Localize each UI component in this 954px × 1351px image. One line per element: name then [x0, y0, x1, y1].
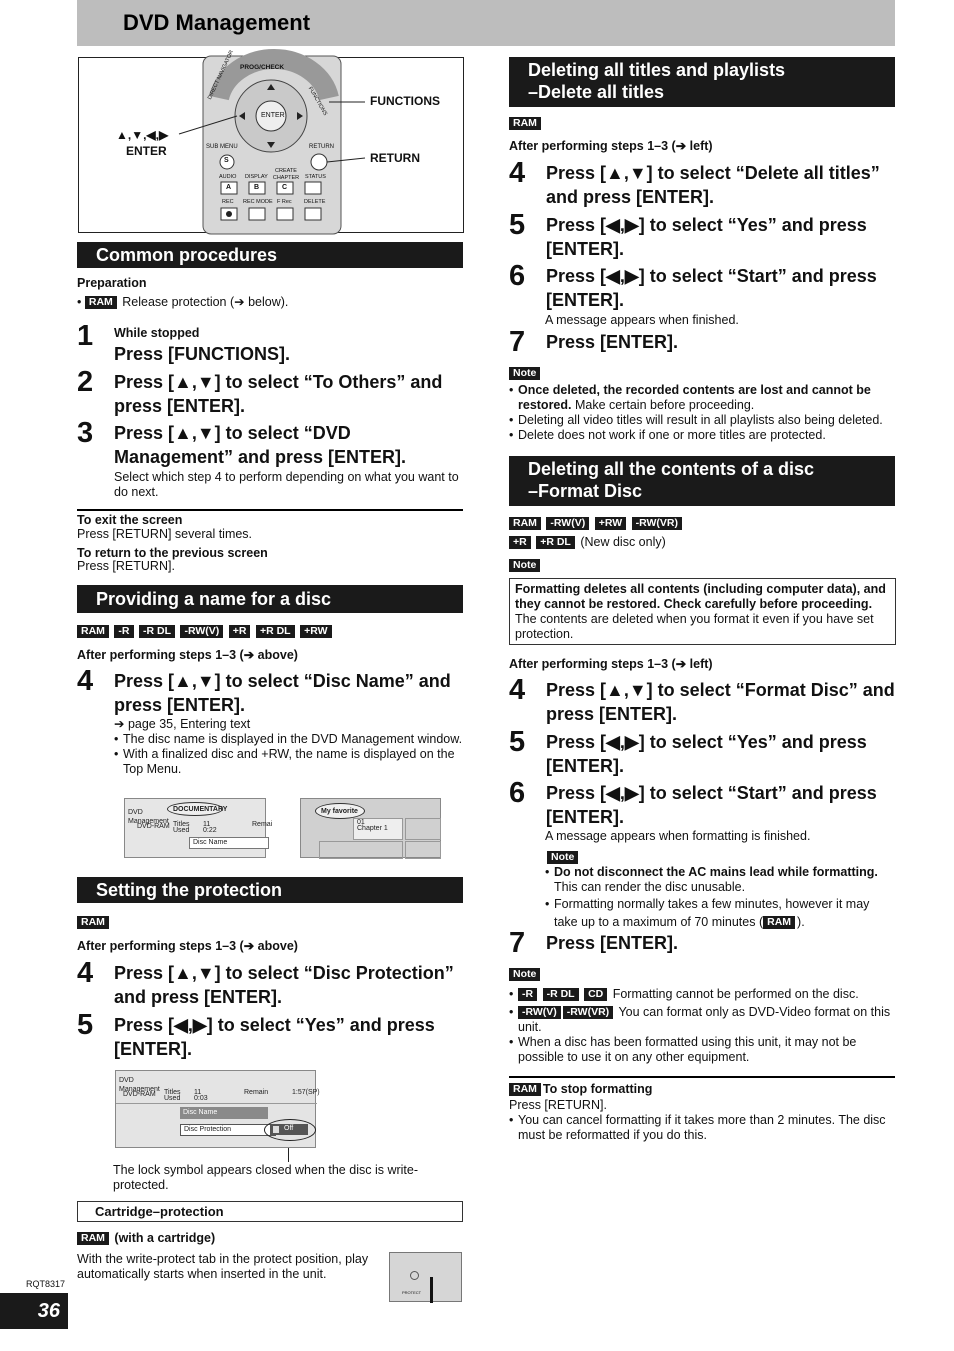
arrow-icon — [430, 1277, 433, 1303]
step-3-note: Select which step 4 to perform depending on what you want to do next. — [114, 470, 459, 499]
thumbnail-box — [319, 841, 403, 859]
ram-tag: RAM — [77, 1232, 109, 1245]
screen-disc: DVD-RAM — [137, 823, 170, 830]
prog-check-label: PROG/CHECK — [240, 64, 285, 71]
disc-name-heading: Providing a name for a disc — [77, 585, 463, 613]
format-step-7 — [509, 927, 899, 961]
note-tag — [509, 967, 542, 983]
disc-type-tags — [509, 516, 684, 532]
format-inner-notes — [545, 865, 895, 931]
disc-name-screen — [124, 798, 273, 858]
name-step-details — [114, 717, 464, 777]
disc-type-tags — [77, 624, 334, 640]
cartridge-hole — [410, 1271, 419, 1280]
step-number: 7 — [509, 927, 526, 959]
note-text: Formatting normally takes a few minutes, however it may take up to a maximum of 70 minutes ( — [554, 897, 870, 929]
page-title: DVD Management — [123, 10, 311, 35]
stop-formatting-text: Press [RETURN]. — [509, 1098, 607, 1112]
after-steps-note: After performing steps 1–3 (➔ above) — [77, 939, 298, 953]
cartridge-image — [389, 1252, 462, 1302]
delete-label: DELETE — [304, 199, 326, 205]
step-number: 6 — [509, 777, 526, 809]
bullet: • The disc name is displayed in the DVD Management window. — [114, 732, 464, 747]
disc-tag: -RW(V) — [180, 625, 223, 638]
divider — [77, 509, 463, 511]
disc-tag: -RW(V) — [546, 517, 589, 530]
format-heading — [509, 456, 895, 506]
preparation-item: • RAM Release protection (➔ below). — [77, 295, 289, 309]
return-callout: RETURN — [370, 151, 420, 165]
heading-line: Deleting all the contents of a disc — [528, 459, 815, 479]
previous-screen-text: Press [RETURN]. — [77, 559, 175, 573]
used-label: Used — [173, 827, 190, 834]
titles-value: 11 — [203, 821, 211, 828]
chapter-number: 01 — [357, 819, 365, 826]
protection-value: Off — [284, 1125, 294, 1132]
cartridge-text: With the write-protect tab in the protect position, play automatically starts when inserted in the unit. — [77, 1252, 369, 1281]
delete-step-5 — [509, 209, 899, 263]
note-text: ). — [797, 915, 805, 929]
lock-caption: The lock symbol appears closed when the disc is write-protected. — [113, 1163, 418, 1192]
exit-screen-label: To exit the screen — [77, 513, 183, 527]
step-2-text: Press [▲,▼] to select “To Others” and press [ENTER]. — [114, 372, 443, 416]
remain-label: Remai — [252, 821, 273, 828]
step-number: 6 — [509, 260, 526, 292]
cartridge-heading: Cartridge–protection — [95, 1204, 224, 1219]
rec-label: REC — [222, 199, 234, 205]
step-5-text: Press [◀,▶] to select “Yes” and press [ENTER]. — [114, 1015, 435, 1059]
menu-item-label: Disc Name — [193, 839, 228, 846]
note-rest: Make certain before proceeding. — [571, 398, 755, 412]
step-number: 5 — [509, 209, 526, 241]
heading-line: Deleting all titles and playlists — [528, 60, 786, 80]
note-label: Note — [509, 367, 540, 380]
disc-tag: RAM — [77, 625, 109, 638]
step-4-text: Press [▲,▼] to select “Delete all titles” and press [ENTER]. — [546, 163, 880, 207]
disc-tag: -R — [518, 988, 537, 1001]
step-number: 4 — [77, 665, 94, 697]
c-key-label: C — [282, 184, 288, 191]
protection-heading: Setting the protection — [77, 877, 463, 903]
submenu-label: SUB MENU — [206, 144, 238, 150]
cartridge-heading-box — [77, 1201, 463, 1222]
note-tag — [509, 366, 542, 382]
page-header — [77, 0, 895, 46]
callout-line — [288, 1148, 289, 1162]
note-label: Note — [547, 851, 578, 864]
step-4-text: Press [▲,▼] to select “Disc Name” and press [ENTER]. — [114, 671, 451, 715]
page-reference: ➔ page 35, Entering text — [114, 717, 251, 731]
warning-rest: The contents are deleted when you format it even if you have set protection. — [515, 612, 874, 641]
after-steps-note: After performing steps 1–3 (➔ left) — [509, 139, 713, 153]
bullet — [509, 383, 895, 413]
top-menu-screen — [300, 798, 441, 858]
note-tag — [509, 558, 542, 574]
bullet: • Deleting all video titles will result in all playlists also being deleted. — [509, 413, 895, 428]
menu-item-label: Disc Name — [183, 1109, 218, 1116]
disc-type-tags — [509, 116, 543, 132]
step-7-text: Press [ENTER]. — [546, 332, 679, 352]
note-label: Note — [509, 559, 540, 572]
protection-screen — [115, 1070, 320, 1148]
bullet: • When a disc has been formatted using this unit, it may not be possible to use it on any other equipment. — [509, 1035, 895, 1065]
ram-tag: RAM — [763, 916, 795, 929]
note-bold: Do not disconnect the AC mains lead while formatting. — [554, 865, 878, 879]
warning-bold: Formatting deletes all contents (including computer data), and they cannot be restored. Check carefully before proceeding. — [515, 582, 886, 611]
name-step-4 — [77, 665, 467, 719]
menu-item — [180, 1107, 268, 1119]
delete-all-heading — [509, 57, 895, 107]
menu-item — [189, 837, 269, 849]
format-warning-box — [509, 578, 896, 645]
note-text: Formatting cannot be performed on the disc. — [612, 987, 859, 1001]
thumbnail-box — [405, 841, 441, 859]
step-number: 1 — [77, 320, 94, 352]
bullet: • Delete does not work if one or more titles are protected. — [509, 428, 895, 443]
menu-item — [180, 1124, 276, 1136]
note-label: Note — [509, 968, 540, 981]
step-5-text: Press [◀,▶] to select “Yes” and press [ENTER]. — [546, 215, 867, 259]
page-number: 36 — [0, 1293, 68, 1329]
return-button-label: RETURN — [309, 144, 334, 150]
stop-formatting-bullet: • You can cancel formatting if it takes more than 2 minutes. The disc must be reformatted if you do this. — [509, 1113, 895, 1143]
step-number: 5 — [77, 1009, 94, 1041]
bullet — [545, 865, 895, 895]
heading-line: –Format Disc — [528, 481, 643, 501]
step-1-condition: While stopped — [114, 326, 200, 340]
delete-step-6 — [509, 260, 899, 330]
screen-title: DVD Management — [119, 1077, 160, 1093]
delete-step-4 — [509, 157, 899, 211]
functions-callout: FUNCTIONS — [370, 94, 440, 108]
note-tag — [547, 850, 580, 866]
previous-screen-label: To return to the previous screen — [77, 546, 268, 560]
remain-label: Remain — [244, 1089, 269, 1096]
remain-value: 1:57(SP) — [292, 1089, 320, 1096]
step-number: 5 — [509, 726, 526, 758]
disc-tag: RAM — [509, 117, 541, 130]
new-disc-note: (New disc only) — [580, 535, 666, 549]
disc-tag: +R — [509, 536, 531, 549]
protect-step-4 — [77, 957, 467, 1011]
note-rest: This can render the disc unusable. — [554, 880, 746, 894]
step-4-text: Press [▲,▼] to select “Disc Protection” and press [ENTER]. — [114, 963, 454, 1007]
bullet — [545, 895, 895, 931]
disc-tag: -R DL — [543, 988, 579, 1001]
ram-tag: RAM — [509, 1083, 541, 1096]
disc-type-tags — [509, 535, 666, 550]
titles-value: 11 — [194, 1089, 202, 1096]
ram-tag: RAM — [85, 296, 117, 309]
format-notes — [509, 987, 895, 1065]
step-3-text: Press [▲,▼] to select “DVD Management” and press [ENTER]. — [114, 423, 407, 467]
bullet — [509, 1005, 895, 1035]
disc-type-tags — [77, 915, 111, 931]
arrows-callout: ▲,▼,◀,▶ — [116, 128, 169, 142]
b-key-label: B — [254, 184, 260, 191]
stop-formatting-label — [509, 1082, 652, 1097]
bullet — [509, 987, 895, 1002]
disc-tag: RAM — [77, 916, 109, 929]
step-number: 3 — [77, 417, 94, 449]
display-label: DISPLAY — [245, 174, 268, 180]
common-step-1 — [77, 320, 467, 364]
step-number: 7 — [509, 326, 526, 358]
step-number: 4 — [509, 674, 526, 706]
audio-label: AUDIO — [219, 174, 237, 180]
protect-step-5 — [77, 1009, 467, 1063]
heading-line: –Delete all titles — [528, 82, 665, 102]
common-step-2 — [77, 366, 467, 420]
stop-label: To stop formatting — [542, 1082, 653, 1096]
exit-screen-text: Press [RETURN] several times. — [77, 527, 253, 541]
titles-label: Titles — [173, 821, 190, 828]
lock-icon — [273, 1126, 279, 1133]
step-4-text: Press [▲,▼] to select “Format Disc” and press [ENTER]. — [546, 680, 895, 724]
disc-tag: +R DL — [256, 625, 295, 638]
used-value: 0:22 — [203, 827, 217, 834]
protect-tab-label: PROTECT — [402, 1290, 422, 1295]
menu-item-label: Disc Protection — [184, 1126, 232, 1133]
thumbnail-box — [405, 818, 441, 840]
delete-notes — [509, 383, 895, 443]
step-6-text: Press [◀,▶] to select “Start” and press [ENTER]. — [546, 266, 877, 310]
bullet: • With a finalized disc and +RW, the name is displayed on the Top Menu. — [114, 747, 464, 777]
enter-callout: ENTER — [126, 144, 167, 158]
disc-tag: -R — [114, 625, 133, 638]
step-6-note: A message appears when finished. — [545, 313, 739, 327]
protection-toggle — [270, 1124, 308, 1135]
functions-button-label: FUNCTIONS — [306, 86, 329, 117]
preparation-text: Release protection (➔ below). — [122, 295, 289, 309]
divider — [509, 1076, 895, 1078]
a-key-label: A — [226, 184, 232, 191]
disc-tag: RAM — [509, 517, 541, 530]
format-step-5 — [509, 726, 899, 780]
s-button-label: S — [224, 157, 229, 164]
cartridge-sub: (with a cartridge) — [114, 1231, 216, 1245]
after-steps-note: After performing steps 1–3 (➔ above) — [77, 648, 298, 662]
disc-tag: -RW(VR) — [563, 1006, 613, 1019]
titles-label: Titles — [164, 1089, 181, 1096]
step-5-text: Press [◀,▶] to select “Yes” and press [ENTER]. — [546, 732, 867, 776]
step-number: 4 — [77, 957, 94, 989]
enter-button-label: ENTER — [261, 112, 285, 119]
f-rec-label: F Rec — [277, 199, 292, 205]
screen-disc: DVD-RAM — [123, 1091, 156, 1098]
disc-tag: -RW(VR) — [632, 517, 682, 530]
top-menu-name: My favorite — [321, 808, 358, 815]
preparation-label: Preparation — [77, 276, 147, 290]
note-text: You can format only as DVD-Video format on this unit. — [518, 1005, 891, 1034]
used-label: Used — [164, 1095, 181, 1102]
after-steps-note: After performing steps 1–3 (➔ left) — [509, 657, 713, 671]
screen-title: DVD Management — [128, 809, 169, 825]
format-step-4 — [509, 674, 899, 728]
delete-step-7 — [509, 326, 899, 360]
chapter-label: Chapter 1 — [357, 825, 388, 832]
step-6-text: Press [◀,▶] to select “Start” and press [ENTER]. — [546, 783, 877, 827]
disc-tag: +R — [229, 625, 251, 638]
disc-tag: +R DL — [536, 536, 575, 549]
status-label: STATUS — [305, 174, 326, 180]
rec-mode-label: REC MODE — [243, 199, 273, 205]
model-code: RQT8317 — [26, 1279, 66, 1289]
common-step-3 — [77, 417, 467, 501]
disc-tag: -RW(V) — [518, 1006, 561, 1019]
step-6-note: A message appears when formatting is finished. — [545, 829, 811, 843]
create-chapter-label: CREATE CHAPTER — [272, 168, 300, 181]
disc-tag: +RW — [300, 625, 331, 638]
disc-name-value: DOCUMENTARY — [173, 806, 228, 813]
common-procedures-heading: Common procedures — [77, 242, 463, 268]
disc-tag: +RW — [595, 517, 626, 530]
disc-tag: -R DL — [139, 625, 175, 638]
step-number: 4 — [509, 157, 526, 189]
cartridge-subheading — [77, 1231, 215, 1246]
note-bold: Once deleted, the recorded contents are lost and cannot be restored. — [518, 383, 871, 412]
remote-illustration — [78, 49, 464, 233]
format-step-6 — [509, 777, 899, 847]
step-7-text: Press [ENTER]. — [546, 933, 679, 953]
used-value: 0:03 — [194, 1095, 208, 1102]
direct-navigator-label: DIRECT NAVIGATOR — [207, 49, 236, 101]
step-1-text: Press [FUNCTIONS]. — [114, 344, 291, 364]
step-number: 2 — [77, 366, 94, 398]
divider — [116, 1103, 317, 1104]
disc-tag: CD — [584, 988, 607, 1001]
